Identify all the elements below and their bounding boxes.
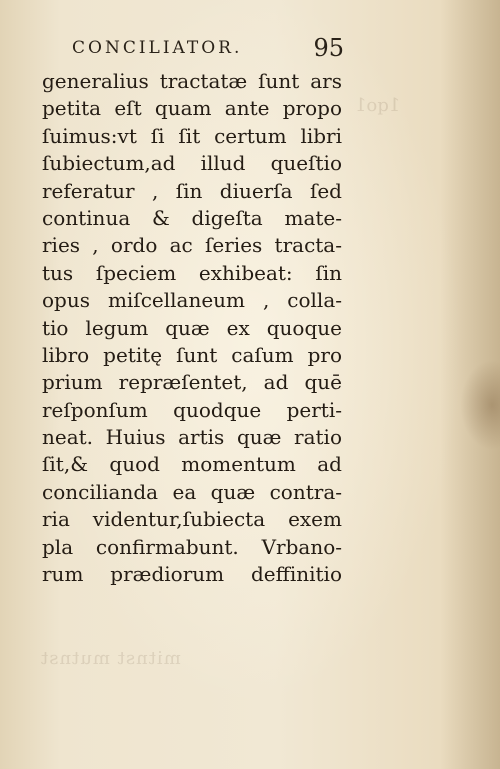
text-line: ſit,& quod momentum ad [42, 452, 342, 477]
running-title: CONCILIATOR. [72, 38, 243, 58]
show-through-text-bottom: mitnst mutnst [40, 648, 181, 669]
text-line: pla confirmabunt. Vrbano- [42, 534, 342, 559]
text-line: ria videntur,ſubiecta exem [42, 507, 342, 532]
text-block [42, 68, 342, 588]
text-line: concilianda ea quæ contra- [42, 479, 342, 504]
text-line: referatur , ſin diuerſa ſed [42, 178, 342, 203]
text-line: neat. Huius artis quæ ratio [42, 425, 342, 450]
text-line: reſponſum quodque perti- [42, 397, 342, 422]
text-line: opus miſcellaneum , colla- [42, 288, 342, 313]
text-line: tio legum quæ ex quoque [42, 315, 342, 340]
text-line: libro petitę ſunt caſum pro [42, 342, 342, 367]
text-line: ries , ordo ac ſeries tracta- [42, 233, 342, 258]
page-number: 95 [313, 34, 344, 62]
text-line: petita eſt quam ante propo [42, 96, 342, 121]
text-line: generalius tractatæ ſunt ars [42, 69, 342, 93]
running-head [72, 36, 344, 64]
text-line: rum prædiorum deffinitio [42, 562, 342, 587]
text-line: ſubiectum,ad illud queſtio [42, 151, 342, 176]
text-line: tus ſpeciem exhibeat: ſin [42, 260, 342, 285]
show-through-text-top: 1qo1 [355, 95, 401, 116]
paper-stain [460, 360, 500, 450]
text-line: prium repræſentet, ad quē [42, 370, 342, 395]
text-line: ſuimus:vt ſi ſit certum libri [42, 123, 342, 148]
text-line: continua & digeſta mate- [42, 205, 342, 230]
